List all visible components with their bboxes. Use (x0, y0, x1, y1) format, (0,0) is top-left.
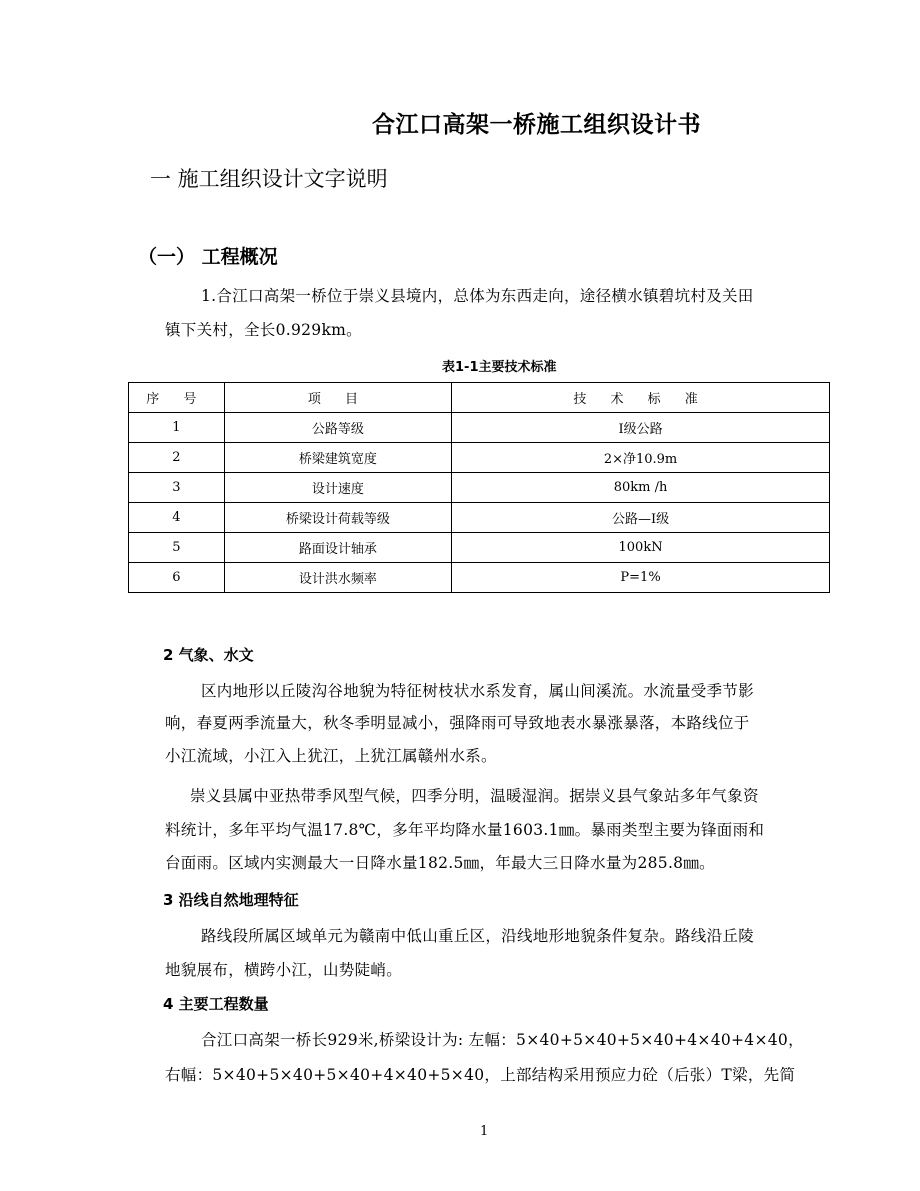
table-row (129, 563, 830, 593)
table-row (129, 473, 830, 503)
header-cell: 技 术 标 准 (452, 383, 830, 413)
table-cell: I级公路 (452, 413, 830, 443)
table-cell: P=1% (452, 563, 830, 593)
geo-line: 路线段所属区域单元为赣南中低山重丘区，沿线地形地貌条件复杂。路线沿丘陵 (201, 927, 755, 945)
climate-line: 料统计，多年平均气温17.8℃，多年平均降水量1603.1㎜。暴雨类型主要为锋面雨和 (165, 821, 765, 839)
quantity-heading: 4 主要工程数量 (163, 995, 269, 1013)
document-title: 合江口高架一桥施工组织设计书 (372, 112, 701, 138)
quantity-line: 右幅：5×40+5×40+5×40+4×40+5×40，上部结构采用预应力砼（后张）T梁，先简 (165, 1066, 796, 1084)
table-cell: 路面设计轴承 (224, 533, 451, 563)
table-row (129, 443, 830, 473)
table-row (129, 503, 830, 533)
table-cell: 4 (129, 503, 225, 533)
table-cell: 5 (129, 533, 225, 563)
spec-table (128, 382, 830, 593)
table-cell: 公路等级 (224, 413, 451, 443)
table-cell: 100kN (452, 533, 830, 563)
header-cell: 序 号 (129, 383, 225, 413)
table-cell: 6 (129, 563, 225, 593)
table-header-row (129, 383, 830, 413)
section-heading: 一 施工组织设计文字说明 (150, 167, 388, 191)
climate-line: 台面雨。区域内实测最大一日降水量182.5㎜，年最大三日降水量为285.8㎜。 (165, 854, 715, 872)
table-cell: 80km /h (452, 473, 830, 503)
page-number: 1 (480, 1124, 489, 1139)
table-cell: 桥梁建筑宽度 (224, 443, 451, 473)
table-cell: 设计速度 (224, 473, 451, 503)
quantity-line: 合江口高架一桥长929米,桥梁设计为: 左幅：5×40+5×40+5×40+4×40+4×40， (201, 1031, 804, 1049)
table-cell: 桥梁设计荷载等级 (224, 503, 451, 533)
header-cell: 项 目 (224, 383, 451, 413)
table-cell: 设计洪水频率 (224, 563, 451, 593)
table-cell: 2×净10.9m (452, 443, 830, 473)
table-cell: 公路—I级 (452, 503, 830, 533)
intro-line: 镇下关村，全长0.929km。 (165, 321, 362, 339)
table-row (129, 533, 830, 563)
climate-line: 响，春夏两季流量大，秋冬季明显减小，强降雨可导致地表水暴涨暴落，本路线位于 (165, 714, 750, 732)
climate-line: 小江流域，小江入上犹江，上犹江属赣州水系。 (165, 747, 497, 765)
table-cell: 3 (129, 473, 225, 503)
table-row (129, 413, 830, 443)
climate-line: 崇义县属中亚热带季风型气候，四季分明，温暖湿润。据崇义县气象站多年气象资 (190, 787, 759, 805)
climate-heading: 2 气象、水文 (163, 646, 254, 664)
subsection-heading: （一） 工程概况 (138, 246, 278, 268)
table-caption: 表1-1主要技术标准 (442, 360, 557, 375)
table-cell: 2 (129, 443, 225, 473)
intro-line: 1.合江口高架一桥位于崇义县境内，总体为东西走向，途径横水镇碧坑村及关田 (201, 287, 754, 305)
geo-line: 地貌展布，横跨小江，山势陡峭。 (165, 961, 403, 979)
table-cell: 1 (129, 413, 225, 443)
climate-line: 区内地形以丘陵沟谷地貌为特征树枝状水系发育，属山间溪流。水流量受季节影 (201, 682, 755, 700)
geo-heading: 3 沿线自然地理特征 (163, 891, 299, 909)
